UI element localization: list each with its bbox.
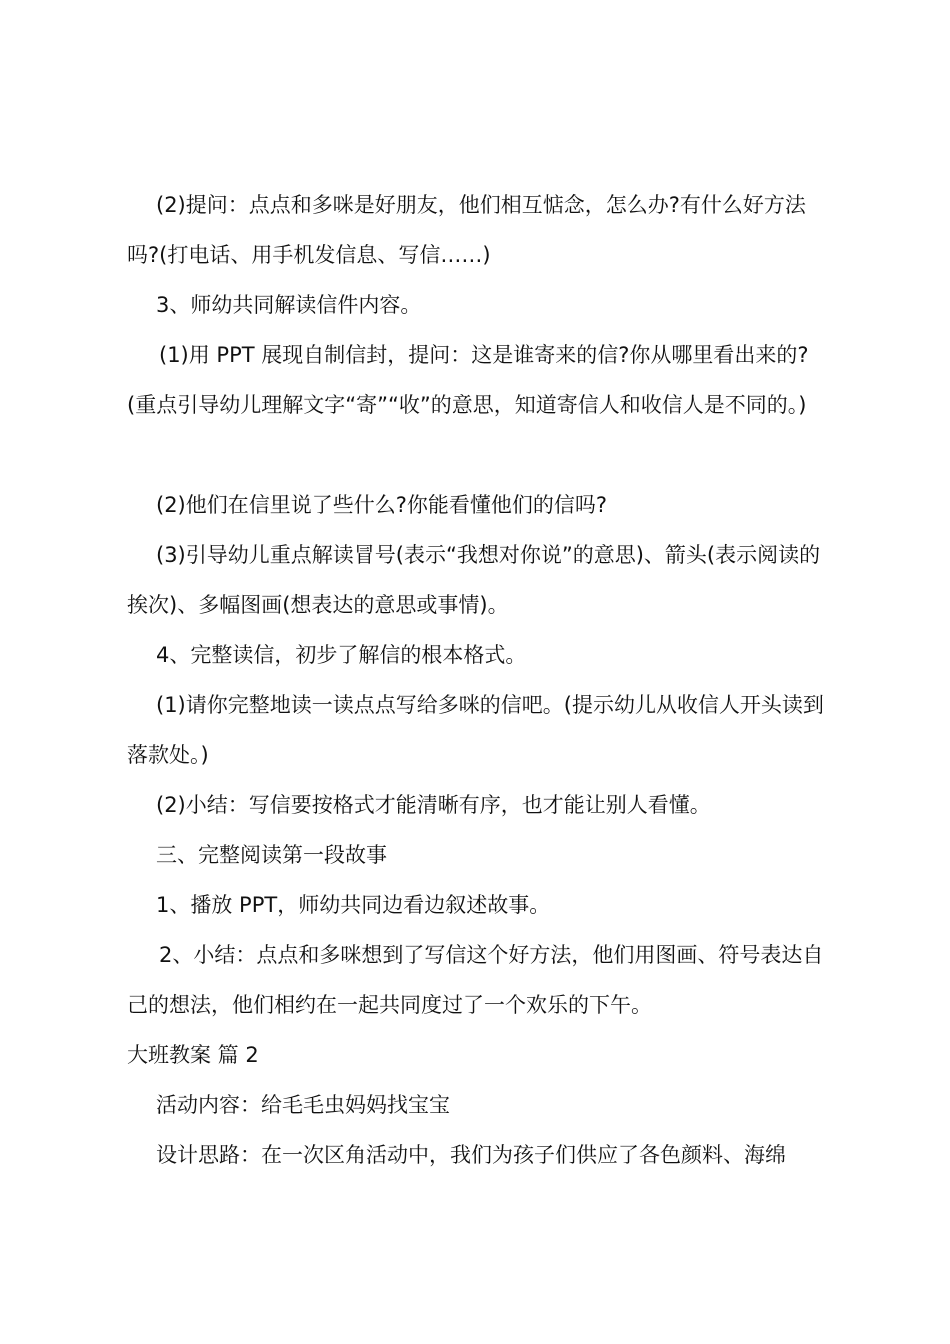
section-heading-3: 三、完整阅读第一段故事 xyxy=(156,843,387,867)
paragraph-read-letter: (1)请你完整地读一读点点写给多咪的信吧。(提示幼儿从收信人开头读到落款处。) xyxy=(127,693,824,767)
paragraph-letter-content: (2)他们在信里说了些什么?你能看懂他们的信吗? xyxy=(156,493,608,517)
paragraph-design-idea: 设计思路：在一次区角活动中，我们为孩子们供应了各色颜料、海绵 xyxy=(156,1143,786,1167)
paragraph-summary-story: 2、小结：点点和多咪想到了写信这个好方法，他们用图画、符号表达自己的想法，他们相约在一起共同度过了一个欢乐的下午。 xyxy=(127,943,824,1017)
paragraph-question-friends: (2)提问：点点和多咪是好朋友，他们相互惦念，怎么办?有什么好方法吗?(打电话、用手机发信息、写信……) xyxy=(127,193,806,267)
paragraph-play-ppt: 1、播放 PPT，师幼共同边看边叙述故事。 xyxy=(156,893,551,917)
paragraph-step-3: 3、师幼共同解读信件内容。 xyxy=(156,293,422,317)
paragraph-symbols: (3)引导幼儿重点解读冒号(表示“我想对你说”的意思)、箭头(表示阅读的挨次)、多幅图画(想表达的意思或事情)。 xyxy=(127,543,821,617)
lesson-title: 大班教案 篇 2 xyxy=(127,1043,259,1067)
paragraph-summary-format: (2)小结：写信要按格式才能清晰有序，也才能让别人看懂。 xyxy=(156,793,711,817)
paragraph-step-4: 4、完整读信，初步了解信的根本格式。 xyxy=(156,643,527,667)
paragraph-ppt-envelope: (1)用 PPT 展现自制信封，提问：这是谁寄来的信?你从哪里看出来的?(重点引导幼儿理解文字“寄”“收”的意思，知道寄信人和收信人是不同的。) xyxy=(127,343,809,417)
paragraph-activity-content: 活动内容：给毛毛虫妈妈找宝宝 xyxy=(156,1093,450,1117)
